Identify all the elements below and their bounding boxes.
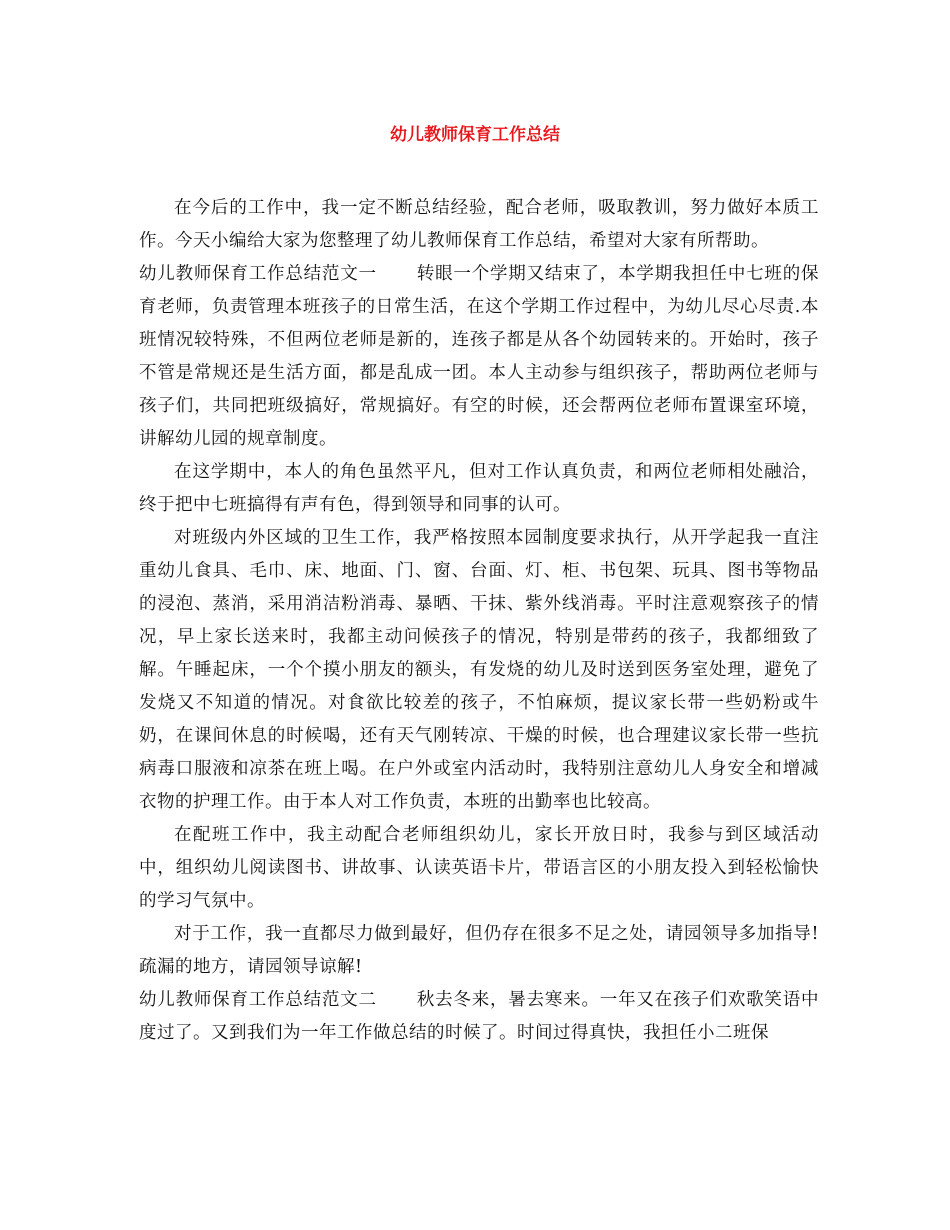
paragraph-3: 对班级内外区域的卫生工作，我严格按照本园制度要求执行，从开学起我一直注重幼儿食具、毛巾、床、地面、门、窗、台面、灯、柜、书包架、玩具、图书等物品的浸泡、蒸消，采用消洁粉消毒、暴晒、干抹、紫外线消毒。平时注意观察孩子的情况，早上家长送来时，我都主动问候孩子的情况，特别是带药的孩子，我都细致了解。午睡起床，一个个摸小朋友的额头，有发烧的幼儿及时送到医务室处理，避免了发烧又不知道的情况。对食欲比较差的孩子，不怕麻烦，提议家长带一些奶粉或牛奶，在课间休息的时候喝，还有天气刚转凉、干燥的时候，也合理建议家长带一些抗病毒口服液和凉茶在班上喝。在户外或室内活动时，我特别注意幼儿人身安全和增减衣物的护理工作。由于本人对工作负责，本班的出勤率也比较高。 — [139, 528, 819, 812]
sample2-text: 秋去冬来，暑去寒来。一年又在孩子们欢歌笑语中度过了。又到我们为一年工作做总结的时候了。时间过得真快，我担任小二班保 — [139, 990, 820, 1043]
paragraph-5: 对于工作，我一直都尽力做到最好，但仍存在很多不足之处，请园领导多加指导!疏漏的地方，请园领导谅解! — [139, 924, 819, 977]
sample2-label: 幼儿教师保育工作总结范文二 — [139, 990, 377, 1010]
paragraph-2: 在这学期中，本人的角色虽然平凡，但对工作认真负责，和两位老师相处融洽，终于把中七班搞得有声有色，得到领导和同事的认可。 — [139, 462, 819, 515]
sample1-label: 幼儿教师保育工作总结范文一 — [139, 264, 377, 284]
intro-paragraph: 在今后的工作中，我一定不断总结经验，配合老师，吸取教训，努力做好本质工作。今天小编给大家为您整理了幼儿教师保育工作总结，希望对大家有所帮助。 — [139, 198, 819, 251]
sample1-paragraph — [139, 258, 819, 456]
sample1-text: 转眼一个学期又结束了，本学期我担任中七班的保育老师，负责管理本班孩子的日常生活，在这个学期工作过程中，为幼儿尽心尽责.本班情况较特殊，不但两位老师是新的，连孩子都是从各个幼园转来的。开始时，孩子不管是常规还是生活方面，都是乱成一团。本人主动参与组织孩子，帮助两位老师与孩子们，共同把班级搞好，常规搞好。有空的时候，还会帮两位老师布置课室环境，讲解幼儿园的规章制度。 — [139, 264, 820, 449]
document-body — [139, 192, 819, 1050]
document-title: 幼儿教师保育工作总结 — [390, 125, 560, 145]
paragraph-4: 在配班工作中，我主动配合老师组织幼儿，家长开放日时，我参与到区域活动中，组织幼儿阅读图书、讲故事、认读英语卡片，带语言区的小朋友投入到轻松愉快的学习气氛中。 — [139, 825, 819, 911]
sample2-paragraph — [139, 984, 819, 1050]
